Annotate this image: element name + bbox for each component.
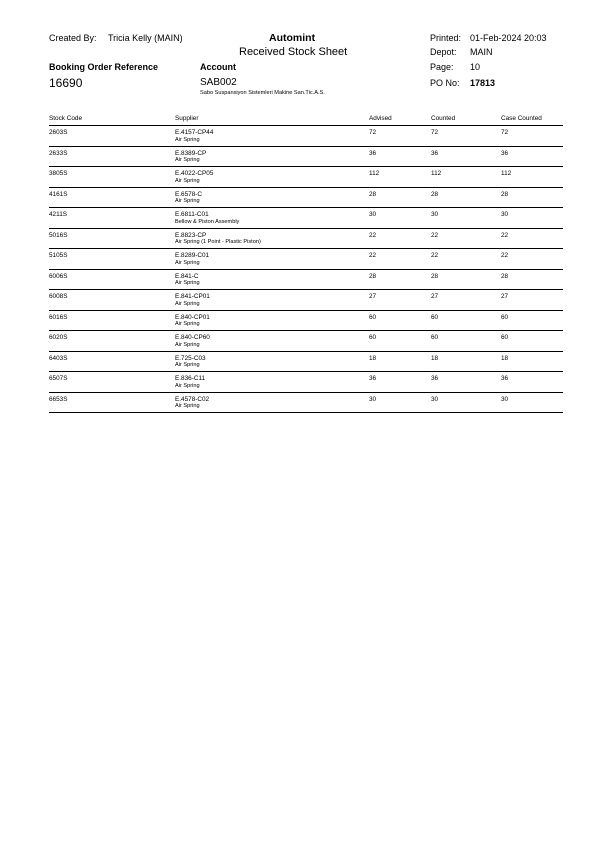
row-case-counted: 60 [501,313,509,321]
row-supplier: E.6811-C01 [175,211,209,218]
row-case-counted: 36 [501,375,509,382]
row-advised: 22 [369,231,377,239]
row-stock-code: 5105S [49,252,68,259]
row-description: Air Spring [175,300,200,307]
row-supplier: E.4022-CP05 [175,170,214,177]
row-stock-code: 6016S [49,313,68,321]
row-supplier: E.4157-CP44 [175,129,214,136]
row-case-counted: 28 [501,190,509,198]
account-label: Account [200,62,236,72]
row-description: Air Spring [175,382,200,389]
booking-ref-label: Booking Order Reference [49,62,159,72]
row-supplier: E.6578-C [175,190,202,198]
row-supplier: E.8823-CP [175,231,207,239]
row-case-counted: 30 [501,211,509,218]
row-advised: 18 [369,354,377,362]
page-value: 10 [470,62,481,72]
row-counted: 28 [431,190,439,198]
table-row [49,126,563,147]
row-counted: 22 [431,252,439,259]
depot-label: Depot: [430,47,457,57]
row-case-counted: 72 [501,129,509,136]
row-supplier: E.840-CP60 [175,334,210,341]
row-description: Air Spring [175,403,200,409]
row-description: Air Spring [175,280,200,286]
col-advised: Advised [369,115,392,122]
row-description: Air Spring [175,341,200,348]
row-stock-code: 6020S [49,334,68,341]
row-stock-code: 6006S [49,272,68,280]
table-row [49,249,563,270]
created-by-label: Created By: [49,33,97,43]
col-supplier: Supplier [175,115,199,122]
row-supplier: E.840-CP01 [175,313,210,321]
row-description: Air Spring [175,198,200,204]
row-advised: 60 [369,313,377,321]
row-supplier: E.8389-CP [175,149,207,157]
row-case-counted: 22 [501,252,509,259]
po-label: PO No: [430,78,460,88]
row-case-counted: 36 [501,149,509,157]
row-supplier: E.841-C [175,272,199,280]
row-description: Air Spring [175,136,200,143]
table-row [49,290,563,311]
row-counted: 60 [431,313,439,321]
row-stock-code: 4211S [49,211,68,218]
depot-value: MAIN [470,47,493,57]
table-row [49,147,563,168]
row-case-counted: 112 [501,170,512,177]
row-case-counted: 27 [501,293,509,300]
row-advised: 36 [369,375,377,382]
row-supplier: E.836-C11 [175,375,206,382]
row-counted: 18 [431,354,439,362]
row-stock-code: 6507S [49,375,68,382]
row-stock-code: 6403S [49,354,68,362]
created-by-value: Tricia Kelly (MAIN) [108,33,183,43]
table-row [49,229,563,250]
row-case-counted: 22 [501,231,509,239]
row-supplier: E.725-C03 [175,354,206,362]
row-case-counted: 28 [501,272,509,280]
account-code: SAB002 [200,77,237,88]
table-row [49,188,563,209]
col-counted: Counted [431,115,456,122]
row-stock-code: 5016S [49,231,68,239]
row-counted: 112 [431,170,442,177]
row-advised: 22 [369,252,377,259]
row-description: Air Spring [175,157,200,163]
row-case-counted: 30 [501,395,509,403]
row-stock-code: 3805S [49,170,68,177]
row-counted: 28 [431,272,439,280]
table-row [49,372,563,393]
row-advised: 112 [369,170,380,177]
row-description: Air Spring [175,321,200,327]
row-advised: 27 [369,293,377,300]
table-body [49,126,563,413]
row-advised: 72 [369,129,377,136]
row-description: Bellow & Piston Assembly [175,218,240,225]
row-supplier: E.8289-C01 [175,252,210,259]
row-advised: 28 [369,272,377,280]
row-stock-code: 2633S [49,149,68,157]
row-description: Air Spring [175,259,200,266]
row-counted: 36 [431,375,439,382]
row-description: Air Spring [175,177,200,184]
po-value: 17813 [470,78,496,88]
table-row [49,393,563,414]
row-advised: 30 [369,395,377,403]
row-advised: 28 [369,190,377,198]
row-advised: 60 [369,334,377,341]
company-name: Automint [269,32,316,44]
row-counted: 36 [431,149,439,157]
booking-ref-value: 16690 [49,76,83,90]
col-case-counted: Case Counted [501,115,542,122]
account-name: Sabo Suspansiyon Sistemleri Makine San.Tic.A.S. [200,90,325,96]
row-counted: 30 [431,395,439,403]
table-row [49,331,563,352]
page-label: Page: [430,62,454,72]
row-stock-code: 2603S [49,129,68,136]
row-stock-code: 6653S [49,395,68,403]
document-title: Received Stock Sheet [239,46,348,58]
row-supplier: E.4578-C02 [175,395,210,403]
row-counted: 30 [431,211,439,218]
row-supplier: E.841-CP01 [175,293,210,300]
row-advised: 30 [369,211,377,218]
row-description: Air Spring [175,362,200,368]
table-row [49,352,563,373]
table-row [49,311,563,332]
col-stock-code: Stock Code [49,115,83,122]
printed-label: Printed: [430,33,462,43]
row-case-counted: 18 [501,354,509,362]
row-advised: 36 [369,149,377,157]
stock-table [49,114,563,413]
row-case-counted: 60 [501,334,509,341]
printed-value: 01-Feb-2024 20:03 [470,33,547,43]
table-header [49,114,563,126]
table-row [49,167,563,188]
row-counted: 72 [431,129,439,136]
row-description: Air Spring (1 Point - Plastic Piston) [175,239,261,245]
table-row [49,208,563,229]
row-counted: 27 [431,293,439,300]
row-counted: 60 [431,334,439,341]
row-counted: 22 [431,231,439,239]
row-stock-code: 4161S [49,190,68,198]
row-stock-code: 6008S [49,293,68,300]
table-row [49,270,563,291]
